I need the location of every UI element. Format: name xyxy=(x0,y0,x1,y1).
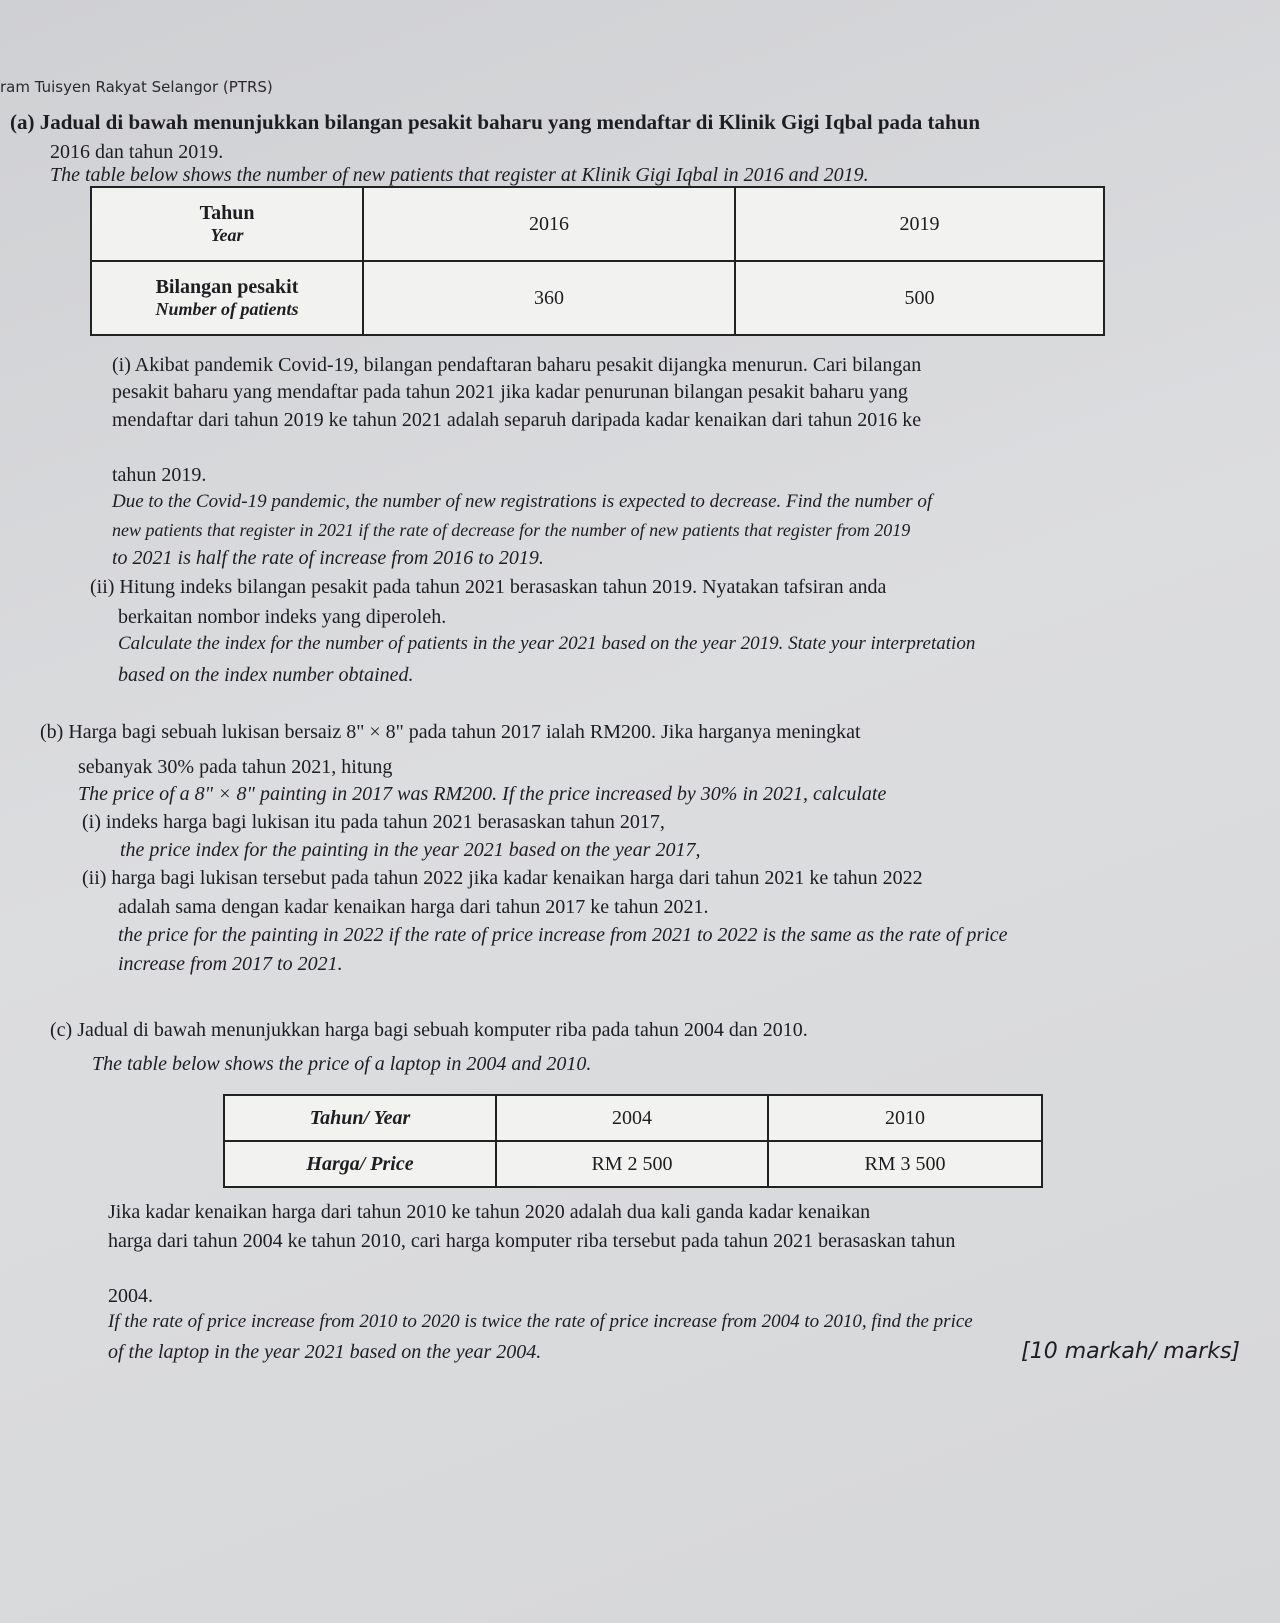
year-header-cell: Tahun/ Year xyxy=(224,1095,496,1141)
part-a-q1-ms-2: pesakit baharu yang mendaftar pada tahun 2021 jika kadar penurunan bilangan pesakit baharu yang xyxy=(112,381,908,403)
year-2010-cell: 2010 xyxy=(768,1095,1042,1141)
part-c-q-ms-3: 2004. xyxy=(108,1285,153,1307)
part-a-q2-ms-1: (ii) Hitung indeks bilangan pesakit pada tahun 2021 berasaskan tahun 2019. Nyatakan tafsiran anda xyxy=(90,576,887,598)
part-b-q1-en: the price index for the painting in the year 2021 based on the year 2017, xyxy=(120,839,701,861)
part-c-q-ms-2: harga dari tahun 2004 ke tahun 2010, cari harga komputer riba tersebut pada tahun 2021 berasaskan tahun xyxy=(108,1230,956,1252)
table-row xyxy=(91,261,1104,335)
table-row xyxy=(224,1141,1042,1187)
year-header-cell xyxy=(91,187,363,261)
part-a-q1-en-3: to 2021 is half the rate of increase from 2016 to 2019. xyxy=(112,547,544,569)
part-b-q2-en-2: increase from 2017 to 2021. xyxy=(118,953,343,975)
year-2004-cell: 2004 xyxy=(496,1095,768,1141)
part-a-q1-en-1: Due to the Covid-19 pandemic, the number of new registrations is expected to decrease. Find the number of xyxy=(112,491,933,512)
year-label-en: Year xyxy=(210,225,244,245)
part-a-q2-en-1: Calculate the index for the number of patients in the year 2021 based on the year 2019. State your interpretation xyxy=(118,633,976,654)
year-2016-cell: 2016 xyxy=(363,187,735,261)
year-2019-cell: 2019 xyxy=(735,187,1104,261)
patients-table xyxy=(90,186,1105,336)
part-c-intro-en: The table below shows the price of a laptop in 2004 and 2010. xyxy=(92,1053,592,1075)
part-b-intro-ms-2: sebanyak 30% pada tahun 2021, hitung xyxy=(78,756,393,778)
part-a-q1-ms-1: (i) Akibat pandemik Covid-19, bilangan pendaftaran baharu pesakit dijangka menurun. Cari bilangan xyxy=(112,354,922,376)
year-label-ms: Tahun xyxy=(199,202,255,224)
part-c-q-en-1: If the rate of price increase from 2010 to 2020 is twice the rate of price increase from 2004 to 2010, find the price xyxy=(108,1311,973,1332)
part-a-intro-en: The table below shows the number of new patients that register at Klinik Gigi Iqbal in 2016 and 2019. xyxy=(50,164,869,186)
part-a-intro-ms-2: 2016 dan tahun 2019. xyxy=(50,141,224,163)
part-a-q1-ms-3: mendaftar dari tahun 2019 ke tahun 2021 adalah separuh daripada kadar kenaikan dari tahun 2016 ke xyxy=(112,409,922,431)
part-a-q1-ms-4: tahun 2019. xyxy=(112,464,207,486)
price-2004-cell: RM 2 500 xyxy=(496,1141,768,1187)
patients-2016-cell: 360 xyxy=(363,261,735,335)
patients-label-ms: Bilangan pesakit xyxy=(155,276,299,298)
part-b-q1-ms: (i) indeks harga bagi lukisan itu pada tahun 2021 berasaskan tahun 2017, xyxy=(82,811,665,833)
price-header-cell: Harga/ Price xyxy=(224,1141,496,1187)
part-a-q2-ms-2: berkaitan nombor indeks yang diperoleh. xyxy=(118,606,447,628)
part-a-q2-en-2: based on the index number obtained. xyxy=(118,664,414,686)
part-b-q2-en-1: the price for the painting in 2022 if the rate of price increase from 2021 to 2022 is the same as the rate of price xyxy=(118,924,1008,946)
part-b-intro-en: The price of a 8" × 8" painting in 2017 was RM200. If the price increased by 30% in 2021, calculate xyxy=(78,783,887,805)
patients-2019-cell: 500 xyxy=(735,261,1104,335)
part-b-intro-ms-1: (b) Harga bagi sebuah lukisan bersaiz 8" × 8" pada tahun 2017 ialah RM200. Jika harganya meningkat xyxy=(40,721,861,743)
marks-label: [10 markah/ marks] xyxy=(1021,1339,1240,1364)
patients-label-en: Number of patients xyxy=(155,299,299,319)
part-a-intro-ms-1: (a) Jadual di bawah menunjukkan bilangan pesakit baharu yang mendaftar di Klinik Gigi Iqbal pada tahun xyxy=(10,110,981,134)
laptop-price-table xyxy=(223,1094,1043,1188)
patients-header-cell xyxy=(91,261,363,335)
price-2010-cell: RM 3 500 xyxy=(768,1141,1042,1187)
table-row xyxy=(224,1095,1042,1141)
part-a-q1-en-2: new patients that register in 2021 if the rate of decrease for the number of new patients that register from 2019 xyxy=(112,520,911,540)
part-c-q-en-2: of the laptop in the year 2021 based on the year 2004. xyxy=(108,1341,542,1363)
part-b-q2-ms-2: adalah sama dengan kadar kenaikan harga dari tahun 2017 ke tahun 2021. xyxy=(118,896,709,918)
part-c-q-ms-1: Jika kadar kenaikan harga dari tahun 2010 ke tahun 2020 adalah dua kali ganda kadar kenaikan xyxy=(108,1201,871,1223)
part-b-q2-ms-1: (ii) harga bagi lukisan tersebut pada tahun 2022 jika kadar kenaikan harga dari tahun 2021 ke tahun 2022 xyxy=(82,867,923,889)
page-header: ram Tuisyen Rakyat Selangor (PTRS) xyxy=(0,78,273,96)
table-row xyxy=(91,187,1104,261)
part-c-intro-ms: (c) Jadual di bawah menunjukkan harga bagi sebuah komputer riba pada tahun 2004 dan 2010. xyxy=(50,1019,808,1041)
